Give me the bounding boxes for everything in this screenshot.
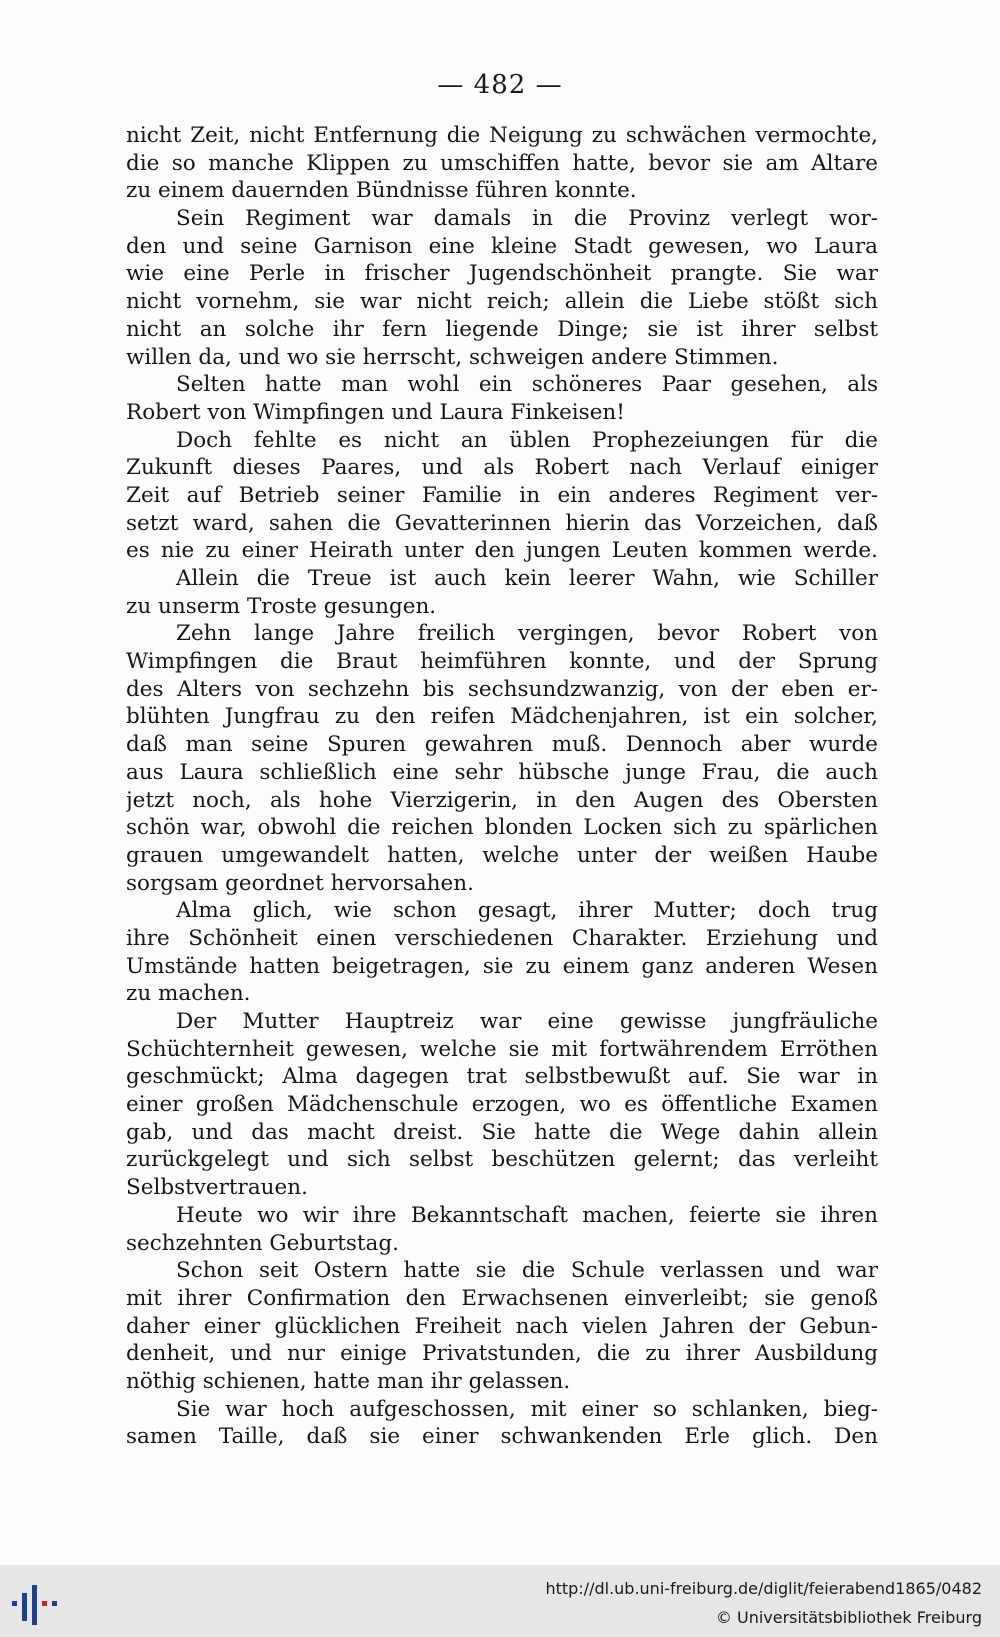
ub-freiburg-logo-icon <box>6 1583 62 1627</box>
text-line: jetzt noch, als hohe Vierzigerin, in den Augen des Obersten <box>126 787 878 813</box>
text-line: zu einem dauernden Bündnisse führen konnte. <box>126 178 637 204</box>
text-line: sorgsam geordnet hervorsahen. <box>126 870 474 896</box>
text-line: den und seine Garnison eine kleine Stadt gewesen, wo Laura <box>126 233 878 259</box>
text-line: Wimpfingen die Braut heimführen konnte, und der Sprung <box>126 649 878 675</box>
text-line: Zukunft dieses Paares, und als Robert nach Verlauf einiger <box>126 455 878 481</box>
text-line: zu machen. <box>126 981 251 1007</box>
text-line: Allein die Treue ist auch kein leerer Wahn, wie Schiller <box>176 566 878 591</box>
text-line: Alma glich, wie schon gesagt, ihrer Mutter; doch trug <box>176 898 878 924</box>
text-line: Schon seit Ostern hatte sie die Schule verlassen und war <box>176 1258 878 1284</box>
text-line: Sie war hoch aufgeschossen, mit einer so schlanken, bieg- <box>176 1396 878 1422</box>
copyright-notice: © Universitätsbibliothek Freiburg <box>715 1608 982 1627</box>
page-number: — 482 — <box>437 70 563 100</box>
text-line: nicht Zeit, nicht Entfernung die Neigung zu schwächen vermochte, <box>126 123 878 148</box>
text-line: Sein Regiment war damals in die Provinz verlegt wor- <box>176 206 878 232</box>
text-line: Selten hatte man wohl ein schöneres Paar gesehen, als <box>176 372 878 398</box>
text-line: Doch fehlte es nicht an üblen Prophezeiungen für die <box>176 427 878 453</box>
text-line: sechzehnten Geburtstag. <box>126 1230 399 1256</box>
text-line: willen da, und wo sie herrscht, schweigen andere Stimmen. <box>126 344 779 370</box>
text-line: einer großen Mädchenschule erzogen, wo es öffentliche Examen <box>126 1092 878 1118</box>
text-line: wie eine Perle in frischer Jugendschönheit prangte. Sie war <box>126 261 878 287</box>
text-line: daher einer glücklichen Freiheit nach vielen Jahren der Gebun- <box>126 1313 878 1339</box>
text-line: aus Laura schließlich eine sehr hübsche junge Frau, die auch <box>126 759 878 785</box>
text-line: setzt ward, sahen die Gevatterinnen hierin das Vorzeichen, daß <box>126 510 878 536</box>
text-line: mit ihrer Confirmation den Erwachsenen einverleibt; sie genoß <box>126 1285 878 1311</box>
text-line: denheit, und nur einige Privatstunden, die zu ihrer Ausbildung <box>126 1341 878 1367</box>
text-line: nöthig schienen, hatte man ihr gelassen. <box>126 1368 571 1394</box>
source-url-link[interactable]: http://dl.ub.uni-freiburg.de/diglit/feierabend1865/0482 <box>545 1579 982 1598</box>
text-line: es nie zu einer Heirath unter den jungen Leuten kommen werde. <box>126 538 878 564</box>
text-line: Umstände hatten beigetragen, sie zu einem ganz anderen Wesen <box>126 953 878 979</box>
text-line: die so manche Klippen zu umschiffen hatte, bevor sie am Altare <box>126 150 878 176</box>
text-line: Der Mutter Hauptreiz war eine gewisse jungfräuliche <box>176 1009 878 1034</box>
text-line: zurückgelegt und sich selbst beschützen gelernt; das verleiht <box>126 1147 878 1173</box>
text-line: geschmückt; Alma dagegen trat selbstbewußt auf. Sie war in <box>126 1064 878 1090</box>
body-text <box>126 122 878 1542</box>
text-line: samen Taille, daß sie einer schwankenden Erle glich. Den <box>126 1424 878 1450</box>
text-line: Zehn lange Jahre freilich vergingen, bevor Robert von <box>176 621 878 647</box>
text-line: Zeit auf Betrieb seiner Familie in ein anderes Regiment ver- <box>126 482 878 508</box>
text-line: Heute wo wir ihre Bekanntschaft machen, feierte sie ihren <box>176 1202 878 1228</box>
text-line: nicht vornehm, sie war nicht reich; allein die Liebe stößt sich <box>126 289 878 315</box>
text-line: Robert von Wimpfingen und Laura Finkeisen! <box>126 399 625 425</box>
text-line: blühten Jungfrau zu den reifen Mädchenjahren, ist ein solcher, <box>126 704 878 730</box>
text-line: Schüchternheit gewesen, welche sie mit fortwährendem Erröthen <box>126 1036 878 1062</box>
text-line: daß man seine Spuren gewahren muß. Dennoch aber wurde <box>126 732 878 758</box>
text-line: des Alters von sechzehn bis sechsundzwanzig, von der eben er- <box>126 676 878 702</box>
text-line: Selbstvertrauen. <box>126 1175 308 1201</box>
text-line: zu unserm Troste gesungen. <box>126 593 437 619</box>
text-line: schön war, obwohl die reichen blonden Locken sich zu spärlichen <box>126 815 878 841</box>
footer-bar <box>0 1565 1000 1637</box>
text-line: gab, und das macht dreist. Sie hatte die Wege dahin allein <box>126 1119 878 1145</box>
text-line: grauen umgewandelt hatten, welche unter der weißen Haube <box>126 842 878 868</box>
text-line: nicht an solche ihr fern liegende Dinge; sie ist ihrer selbst <box>126 316 878 342</box>
text-line: ihre Schönheit einen verschiedenen Charakter. Erziehung und <box>126 925 878 951</box>
